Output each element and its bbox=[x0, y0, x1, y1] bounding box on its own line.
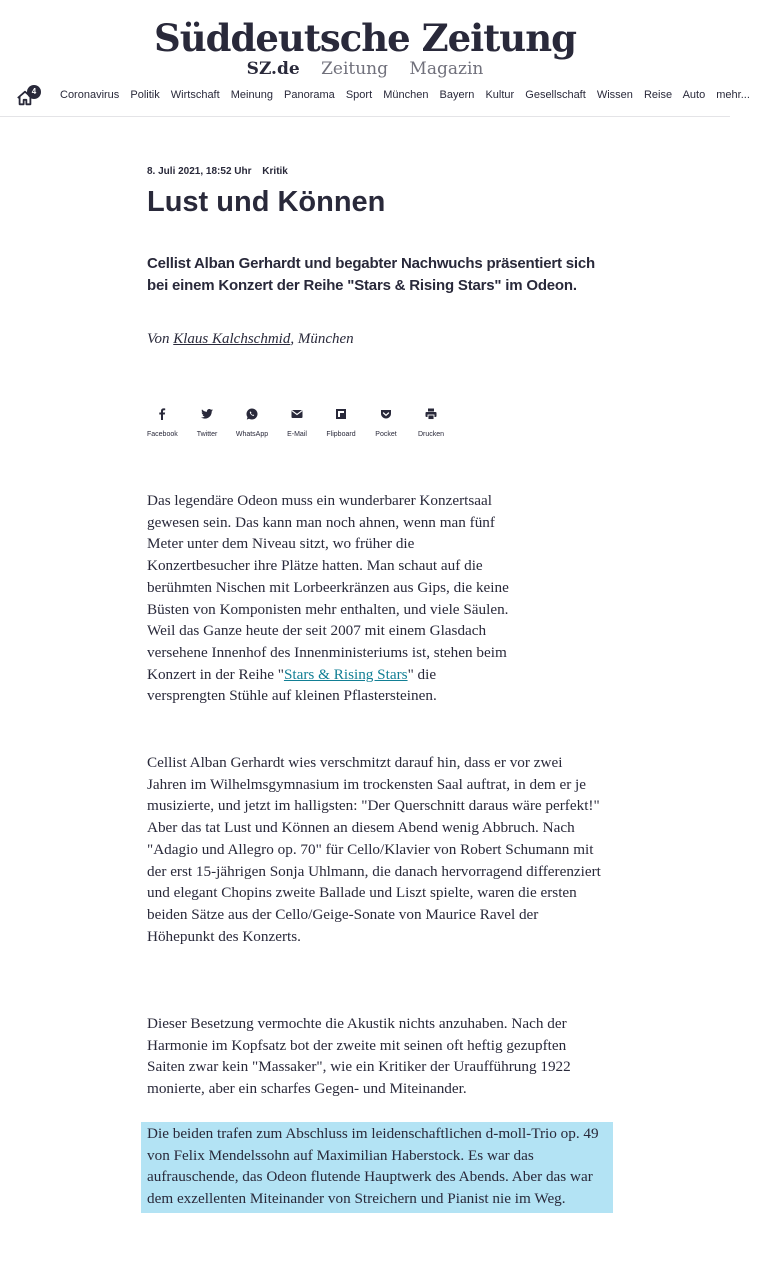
sub-navigation bbox=[0, 58, 730, 80]
facebook-icon bbox=[155, 407, 169, 421]
share-pocket-button[interactable] bbox=[375, 407, 397, 438]
site-logo[interactable]: Süddeutsche Zeitung bbox=[154, 16, 576, 60]
subnav-magazin[interactable]: Magazin bbox=[409, 59, 484, 79]
nav-item-meinung[interactable]: Meinung bbox=[230, 89, 273, 101]
nav-item-politik[interactable]: Politik bbox=[130, 89, 160, 101]
article-date: 8. Juli 2021, 18:52 Uhr bbox=[147, 166, 252, 177]
stars-rising-stars-link[interactable]: Stars & Rising Stars bbox=[283, 665, 408, 683]
paragraph-1-text: Das legendäre Odeon muss ein wunderbarer Konzertsaal gewesen sein. Das kann man noch ahnen, wenn man fünf Meter unter dem Niveau sitzt, wo früher die Konzertbesucher ihre Plätze hatten. Man schaut auf die berühmten Nischen mit Lorbeerkränzen aus Gips, die keine Büsten von Komponisten mehr enthalten, und viele Säulen. Weil das Ganze heute der seit 2007 mit einem Glasdach versehene Innenhof des Innenministeriums ist, stehen beim Konzert in der Reihe " bbox=[147, 492, 509, 683]
article-author bbox=[147, 331, 354, 348]
article-paragraph-1 bbox=[147, 490, 517, 707]
share-whatsapp-label: WhatsApp bbox=[235, 431, 269, 438]
email-icon bbox=[290, 407, 304, 421]
notification-badge: 4 bbox=[27, 85, 41, 99]
share-email-button[interactable] bbox=[286, 407, 308, 438]
nav-item-reise[interactable]: Reise bbox=[643, 89, 673, 101]
share-flipboard-label: Flipboard bbox=[326, 431, 356, 438]
print-icon bbox=[424, 407, 438, 421]
share-email-label: E-Mail bbox=[287, 431, 307, 438]
share-print-button[interactable] bbox=[417, 407, 445, 438]
header-divider bbox=[0, 116, 730, 117]
nav-item-muenchen[interactable]: München bbox=[383, 89, 429, 101]
subnav-zeitung[interactable]: Zeitung bbox=[321, 59, 389, 79]
category-navigation bbox=[60, 89, 758, 101]
twitter-icon bbox=[200, 407, 214, 421]
article-title: Lust und Können bbox=[147, 186, 386, 218]
share-facebook-button[interactable] bbox=[147, 407, 177, 438]
nav-item-panorama[interactable]: Panorama bbox=[284, 89, 335, 101]
pocket-icon bbox=[379, 407, 393, 421]
subnav-sz-de[interactable]: SZ.de bbox=[246, 59, 300, 79]
author-prefix: Von bbox=[147, 331, 174, 347]
article-paragraph-3: Dieser Besetzung vermochte die Akustik nichts anzuhaben. Nach der Harmonie im Kopfsatz bot der zweite mit seinen oft heftig gezupften Saiten zwar kein "Massaker", wie ein Kritiker der Uraufführung 1922 monierte, aber ein scharfes Gegen- und Miteinander. bbox=[147, 1015, 571, 1098]
whatsapp-icon bbox=[245, 407, 259, 421]
author-location: , München bbox=[290, 331, 354, 347]
article-paragraph-4-highlighted: Die beiden trafen zum Abschluss im leidenschaftlichen d-moll-Trio op. 49 von Felix Mendelssohn auf Maximilian Haberstock. Es war das aufrauschende, das Odeon flutende Hauptwerk des Abends. Aber das war dem exzellenten Miteinander von Streichern und Pianist nie im Weg. bbox=[141, 1122, 613, 1213]
share-pocket-label: Pocket bbox=[375, 431, 397, 438]
nav-item-sport[interactable]: Sport bbox=[345, 89, 373, 101]
nav-item-bayern[interactable]: Bayern bbox=[439, 89, 475, 101]
nav-item-mehr[interactable]: mehr... bbox=[716, 89, 750, 101]
nav-item-auto[interactable]: Auto bbox=[682, 89, 706, 101]
share-whatsapp-button[interactable] bbox=[235, 407, 269, 438]
flipboard-icon bbox=[334, 407, 348, 421]
share-twitter-label: Twitter bbox=[196, 431, 218, 438]
article-teaser: Cellist Alban Gerhardt und begabter Nachwuchs präsentiert sich bei einem Konzert der Reihe "Stars & Rising Stars" im Odeon. bbox=[147, 255, 595, 294]
article-meta bbox=[147, 166, 288, 177]
nav-item-coronavirus[interactable]: Coronavirus bbox=[60, 89, 120, 101]
share-flipboard-button[interactable] bbox=[326, 407, 356, 438]
nav-item-gesellschaft[interactable]: Gesellschaft bbox=[525, 89, 586, 101]
article-paragraph-2: Cellist Alban Gerhardt wies verschmitzt darauf hin, dass er vor zwei Jahren im Wilhelmsgymnasium im trockensten Saal auftrat, in dem er je musizierte, und jetzt im halligsten: "Der Querschnitt daraus wäre perfekt!" Aber das tat Lust und Können an diesem Abend wenig Abbruch. Nach "Adagio und Allegro op. 70" für Cello/Klavier von Robert Schumann mit der erst 15-jährigen Sonja Uhlmann, die danach hervorragend differenziert und elegant Chopins zweite Ballade und Liszt spielte, waren die ersten beiden Sätze aus der Cello/Geige-Sonate von Maurice Ravel der Höhepunkt des Konzerts. bbox=[147, 754, 601, 945]
author-link[interactable]: Klaus Kalchschmid bbox=[173, 331, 291, 347]
paragraph-1-text-end: " die versprengten Stühle auf kleinen Pflastersteinen. bbox=[147, 665, 437, 705]
share-facebook-label: Facebook bbox=[147, 431, 178, 438]
nav-item-wirtschaft[interactable]: Wirtschaft bbox=[170, 89, 220, 101]
share-print-label: Drucken bbox=[417, 431, 445, 438]
article-category[interactable]: Kritik bbox=[262, 166, 288, 177]
nav-item-wissen[interactable]: Wissen bbox=[596, 89, 633, 101]
share-twitter-button[interactable] bbox=[195, 407, 219, 438]
nav-item-kultur[interactable]: Kultur bbox=[485, 89, 515, 101]
